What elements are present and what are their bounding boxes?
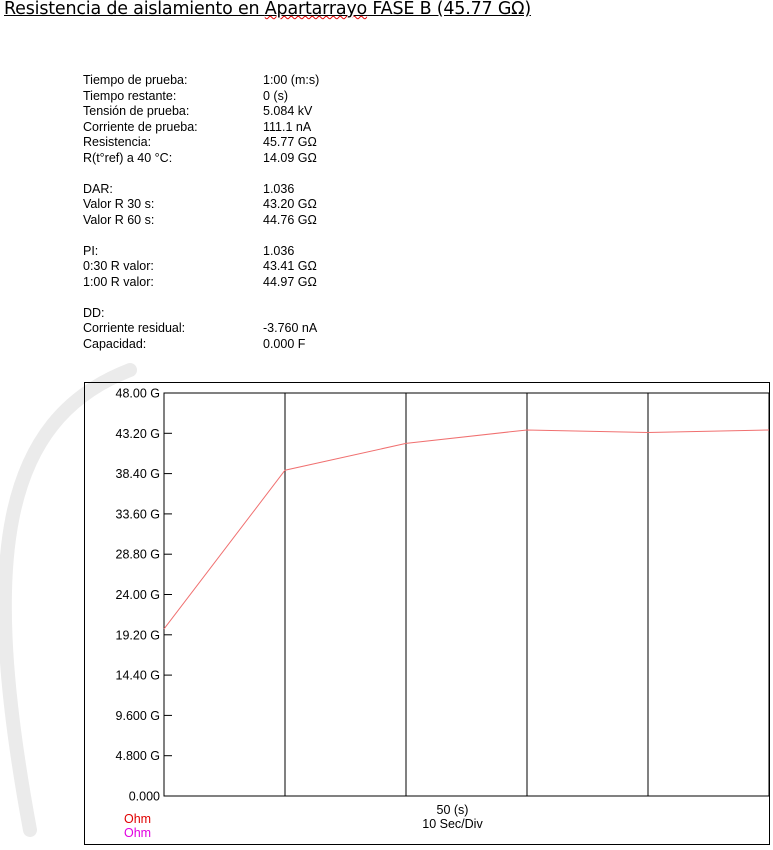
- reading-label: Valor R 60 s:: [83, 212, 155, 227]
- reading-label: Tensión de prueba:: [83, 104, 190, 118]
- reading-label: Corriente de prueba:: [83, 119, 198, 134]
- readings-group: [83, 182, 319, 229]
- y-tick-label: 24.00 G: [115, 588, 160, 602]
- reading-row: [83, 244, 319, 260]
- reading-label: DAR:: [83, 181, 113, 196]
- reading-value: 0 (s): [263, 88, 288, 103]
- readings-group: [83, 306, 319, 353]
- reading-value: 45.77 GΩ: [263, 135, 317, 149]
- reading-value: 0.000 F: [263, 336, 306, 351]
- y-tick-label: 9.600 G: [115, 708, 160, 723]
- y-tick-label: 43.20 G: [115, 426, 160, 441]
- reading-label: 1:00 R valor:: [83, 274, 154, 289]
- title-text-after: FASE B (45.77 GΩ): [367, 0, 531, 19]
- x-scale-label: 10 Sec/Div: [422, 817, 483, 831]
- resistance-chart: [84, 382, 770, 845]
- title-text-misspelled: Apartarrayo: [264, 0, 368, 19]
- reading-row: [83, 197, 319, 213]
- y-tick-label: 19.20 G: [115, 628, 160, 643]
- y-tick-label: 38.40 G: [115, 467, 160, 482]
- readings-group: [83, 244, 319, 291]
- reading-row: [83, 73, 319, 89]
- reading-value: 43.41 GΩ: [263, 259, 317, 273]
- y-tick-label: 33.60 G: [115, 507, 160, 522]
- reading-value: 1:00 (m:s): [263, 73, 320, 87]
- reading-label: 0:30 R valor:: [83, 259, 154, 273]
- reading-row: [83, 337, 319, 353]
- y-tick-label: 14.40 G: [115, 668, 160, 683]
- reading-value: 44.97 GΩ: [263, 274, 317, 289]
- reading-row: [83, 120, 319, 136]
- unit-label-ohm: Ohm: [124, 826, 152, 840]
- page-title: [4, 0, 531, 19]
- reading-label: Tiempo de prueba:: [83, 73, 188, 87]
- reading-row: [83, 89, 319, 105]
- reading-label: Resistencia:: [83, 135, 152, 149]
- reading-row: [83, 151, 319, 167]
- reading-value: 43.20 GΩ: [263, 197, 317, 211]
- reading-row: [83, 182, 319, 198]
- reading-value: 5.084 kV: [263, 104, 313, 118]
- chart-frame: [85, 383, 770, 845]
- reading-row: [83, 275, 319, 291]
- reading-row: [83, 306, 319, 322]
- reading-label: Valor R 30 s:: [83, 197, 155, 211]
- reading-row: [83, 104, 319, 120]
- reading-label: Corriente residual:: [83, 321, 186, 335]
- reading-row: [83, 321, 319, 337]
- reading-row: [83, 259, 319, 275]
- y-tick-label: 4.800 G: [115, 749, 160, 764]
- readings-group: [83, 73, 319, 166]
- reading-label: Tiempo restante:: [83, 88, 177, 103]
- unit-label-ohm: Ohm: [124, 812, 152, 826]
- reading-value: 44.76 GΩ: [263, 212, 317, 227]
- title-text-before: Resistencia de aislamiento en: [4, 0, 265, 19]
- reading-row: [83, 135, 319, 151]
- reading-row: [83, 213, 319, 229]
- reading-label: PI:: [83, 243, 99, 258]
- y-tick-label: 48.00 G: [115, 386, 160, 401]
- reading-label: R(t°ref) a 40 °C:: [83, 150, 173, 165]
- reading-label: Capacidad:: [83, 336, 147, 351]
- chart-svg: [84, 382, 770, 845]
- x-axis-label: 50 (s): [436, 803, 469, 817]
- y-tick-label: 28.80 G: [115, 547, 160, 562]
- test-readings: [83, 73, 319, 368]
- reading-label: DD:: [83, 305, 105, 320]
- reading-value: 14.09 GΩ: [263, 150, 317, 165]
- series-line: [164, 430, 769, 629]
- reading-value: -3.760 nA: [263, 321, 318, 335]
- y-tick-label: 0.000: [128, 789, 160, 804]
- plot-area: [164, 393, 769, 796]
- reading-value: 111.1 nA: [263, 119, 312, 134]
- reading-value: 1.036: [263, 243, 295, 258]
- reading-value: 1.036: [263, 181, 295, 196]
